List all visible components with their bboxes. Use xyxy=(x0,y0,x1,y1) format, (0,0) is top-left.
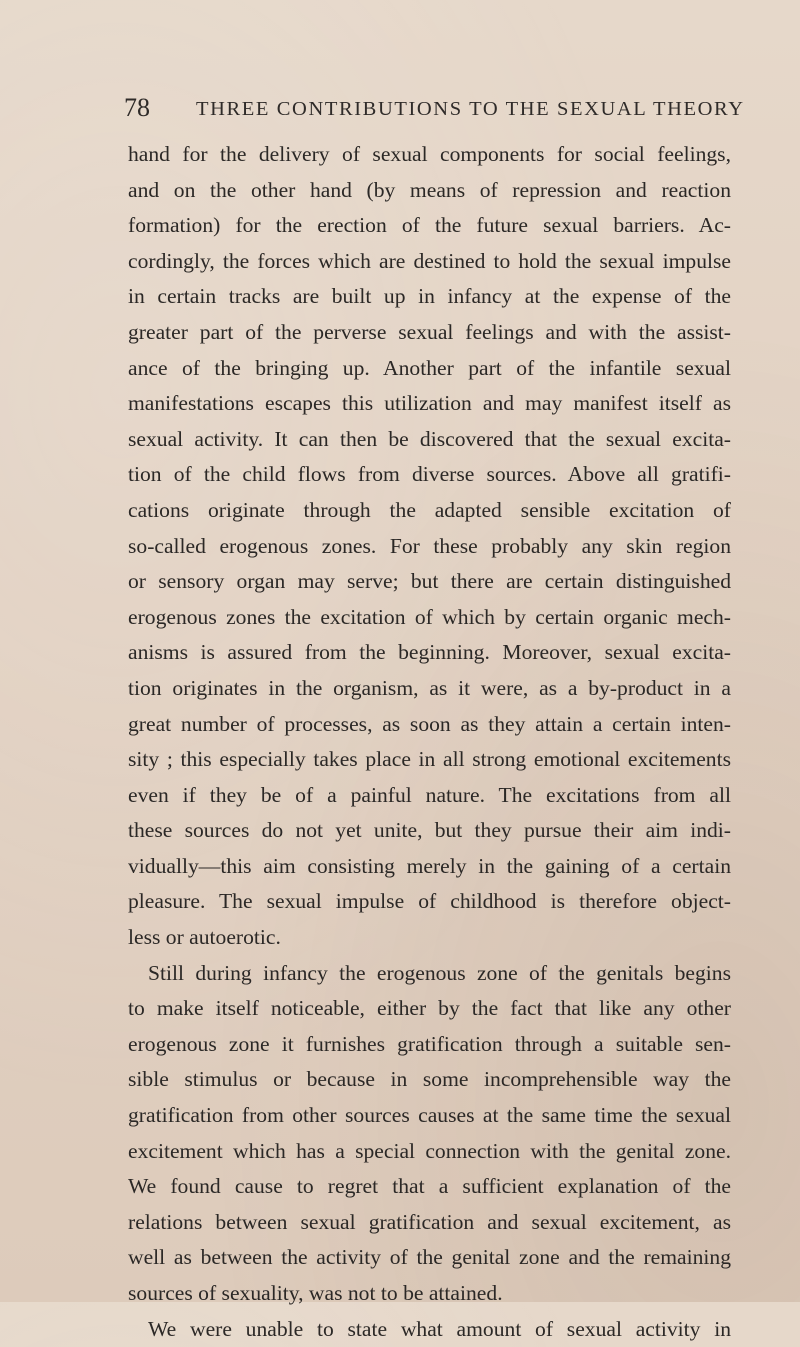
text-line: gratification from other sources causes at the same time the sexual xyxy=(128,1103,731,1128)
text-line: and on the other hand (by means of repression and reaction xyxy=(128,177,731,202)
page-number: 78 xyxy=(124,93,150,122)
text-line: ance of the bringing up. Another part of the infantile sexual xyxy=(128,355,731,380)
text-line: pleasure. The sexual impulse of childhood is therefore object- xyxy=(128,889,731,914)
text-line: formation) for the erection of the future sexual barriers. Ac- xyxy=(128,213,731,238)
text-line: erogenous zone it furnishes gratification through a suitable sen- xyxy=(128,1031,731,1056)
paragraph-start-line: Still during infancy the erogenous zone of the genitals begins xyxy=(148,960,731,985)
text-line: sity ; this especially takes place in all strong emotional excitements xyxy=(128,747,731,772)
text-line: greater part of the perverse sexual feelings and with the assist- xyxy=(128,319,731,344)
text-line: anisms is assured from the beginning. Moreover, sexual excita- xyxy=(128,640,731,665)
text-line: great number of processes, as soon as they attain a certain inten- xyxy=(128,711,731,736)
text-line: cations originate through the adapted sensible excitation of xyxy=(128,497,731,522)
text-line: We found cause to regret that a sufficient explanation of the xyxy=(128,1174,731,1199)
text-line: hand for the delivery of sexual components for social feelings, xyxy=(128,142,731,166)
paragraph-end-line: sources of sexuality, was not to be attained. xyxy=(128,1281,503,1305)
text-line: excitement which has a special connection with the genital zone. xyxy=(128,1138,731,1163)
text-line: even if they be of a painful nature. The excitations from all xyxy=(128,782,731,807)
text-line: sible stimulus or because in some incomprehensible way the xyxy=(128,1067,731,1092)
text-line: vidually—this aim consisting merely in the gaining of a certain xyxy=(128,853,731,878)
paragraph-start-line: We were unable to state what amount of sexual activity in xyxy=(148,1316,731,1341)
text-line: manifestations escapes this utilization and may manifest itself as xyxy=(128,391,731,416)
text-line: tion originates in the organism, as it were, as a by-product in a xyxy=(128,675,731,700)
text-line: erogenous zones the excitation of which by certain organic mech- xyxy=(128,604,731,629)
text-line: relations between sexual gratification and sexual excitement, as xyxy=(128,1209,731,1234)
text-line: so-called erogenous zones. For these probably any skin region xyxy=(128,533,731,558)
paragraph-end-line: less or autoerotic. xyxy=(128,925,281,950)
running-title: THREE CONTRIBUTIONS TO THE SEXUAL THEORY xyxy=(196,98,745,120)
text-line: tion of the child flows from diverse sources. Above all gratifi- xyxy=(128,462,731,487)
text-line: cordingly, the forces which are destined to hold the sexual impulse xyxy=(128,248,731,273)
text-line: sexual activity. It can then be discovered that the sexual excita- xyxy=(128,426,731,451)
text-line: in certain tracks are built up in infancy at the expense of the xyxy=(128,284,731,309)
running-head xyxy=(124,93,745,123)
text-line: to make itself noticeable, either by the fact that like any other xyxy=(128,996,731,1021)
text-line: well as between the activity of the genital zone and the remaining xyxy=(128,1245,731,1270)
body-text xyxy=(128,137,731,1347)
text-line: or sensory organ may serve; but there are certain distinguished xyxy=(128,569,731,594)
text-line: these sources do not yet unite, but they pursue their aim indi- xyxy=(128,818,731,843)
